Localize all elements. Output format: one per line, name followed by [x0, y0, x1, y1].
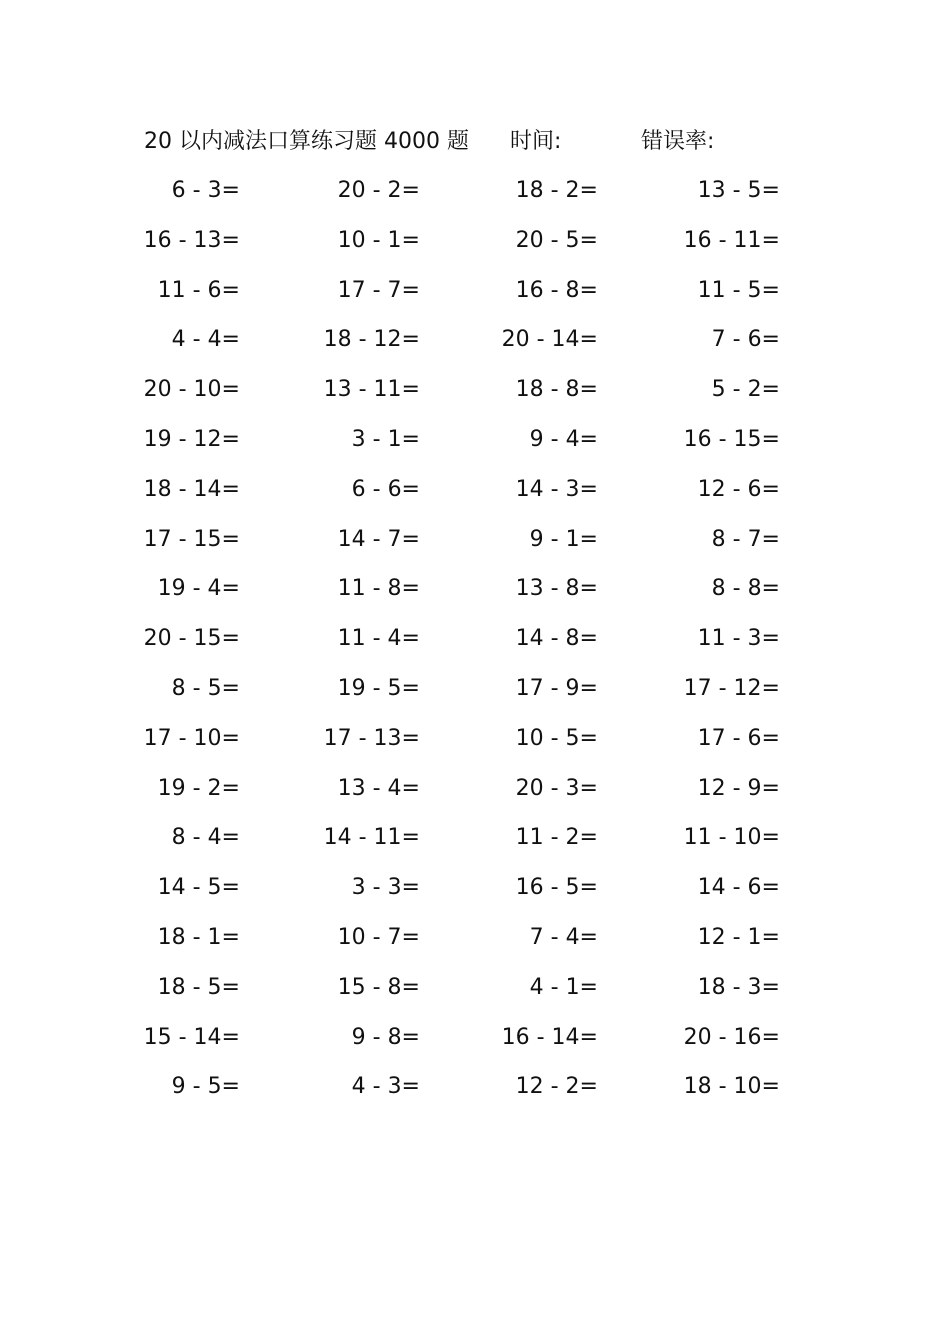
problem-item: 20 - 2= — [337, 178, 420, 203]
problem-item: 15 - 8= — [337, 974, 420, 1000]
problem-item: 18 - 12= — [323, 327, 420, 353]
problem-row — [0, 622, 950, 672]
problem-item: 18 - 1= — [157, 924, 240, 950]
problem-row — [0, 971, 950, 1021]
problem-row — [0, 572, 950, 622]
problem-item: 13 - 11= — [323, 377, 420, 403]
problem-item: 12 - 2= — [515, 1074, 598, 1100]
problem-item: 17 - 12= — [683, 675, 780, 701]
problem-item: 13 - 5= — [697, 178, 780, 203]
problem-row — [0, 423, 950, 473]
problem-item: 11 - 3= — [697, 626, 780, 652]
problem-item: 20 - 16= — [683, 1024, 780, 1050]
problem-item: 6 - 6= — [351, 476, 420, 502]
problem-row — [0, 224, 950, 274]
problem-item: 18 - 5= — [157, 974, 240, 1000]
problem-item: 19 - 2= — [157, 775, 240, 801]
problem-row — [0, 722, 950, 772]
problem-item: 14 - 5= — [157, 875, 240, 901]
problem-row — [0, 274, 950, 324]
problem-item: 20 - 10= — [143, 377, 240, 403]
problem-item: 11 - 10= — [683, 825, 780, 851]
problem-row — [0, 871, 950, 921]
problem-item: 7 - 4= — [529, 924, 598, 950]
problem-item: 8 - 5= — [171, 675, 240, 701]
problem-item: 7 - 6= — [711, 327, 780, 353]
problem-item: 16 - 13= — [143, 227, 240, 253]
problem-item: 16 - 14= — [501, 1024, 598, 1050]
problem-item: 17 - 15= — [143, 526, 240, 552]
problem-row — [0, 821, 950, 871]
problem-item: 19 - 5= — [337, 675, 420, 701]
problem-item: 10 - 5= — [515, 725, 598, 751]
problem-row — [0, 1021, 950, 1071]
problem-item: 14 - 11= — [323, 825, 420, 851]
problem-item: 9 - 1= — [529, 526, 598, 552]
problem-item: 4 - 1= — [529, 974, 598, 1000]
problem-row — [0, 523, 950, 573]
problem-item: 10 - 1= — [337, 227, 420, 253]
problem-row — [0, 921, 950, 971]
problem-item: 13 - 8= — [515, 576, 598, 602]
problem-item: 20 - 3= — [515, 775, 598, 801]
problem-item: 4 - 4= — [171, 327, 240, 353]
problem-item: 3 - 1= — [351, 426, 420, 452]
problem-item: 8 - 8= — [711, 576, 780, 602]
problem-item: 12 - 1= — [697, 924, 780, 950]
problem-item: 11 - 5= — [697, 277, 780, 303]
problem-item: 14 - 7= — [337, 526, 420, 552]
problem-item: 5 - 2= — [711, 377, 780, 403]
problem-item: 8 - 4= — [171, 825, 240, 851]
problem-item: 11 - 4= — [337, 626, 420, 652]
problem-item: 16 - 5= — [515, 875, 598, 901]
problem-item: 18 - 3= — [697, 974, 780, 1000]
problem-row — [0, 473, 950, 523]
problem-item: 17 - 13= — [323, 725, 420, 751]
problem-item: 13 - 4= — [337, 775, 420, 801]
problem-item: 10 - 7= — [337, 924, 420, 950]
problem-row — [0, 174, 950, 224]
problem-item: 3 - 3= — [351, 875, 420, 901]
problem-item: 12 - 9= — [697, 775, 780, 801]
problem-row — [0, 772, 950, 822]
problem-item: 20 - 15= — [143, 626, 240, 652]
problem-item: 9 - 4= — [529, 426, 598, 452]
problem-grid — [0, 174, 950, 1120]
problem-item: 4 - 3= — [351, 1074, 420, 1100]
worksheet-header — [144, 126, 844, 158]
problem-item: 17 - 9= — [515, 675, 598, 701]
problem-item: 17 - 10= — [143, 725, 240, 751]
problem-item: 16 - 8= — [515, 277, 598, 303]
problem-item: 14 - 3= — [515, 476, 598, 502]
problem-item: 20 - 14= — [501, 327, 598, 353]
problem-item: 19 - 4= — [157, 576, 240, 602]
problem-item: 18 - 8= — [515, 377, 598, 403]
problem-item: 11 - 2= — [515, 825, 598, 851]
problem-item: 18 - 14= — [143, 476, 240, 502]
problem-item: 14 - 6= — [697, 875, 780, 901]
problem-row — [0, 373, 950, 423]
problem-row — [0, 1070, 950, 1120]
error-rate-label: 错误率: — [641, 129, 715, 154]
problem-item: 8 - 7= — [711, 526, 780, 552]
problem-item: 20 - 5= — [515, 227, 598, 253]
problem-item: 9 - 8= — [351, 1024, 420, 1050]
problem-item: 6 - 3= — [171, 178, 240, 203]
problem-item: 9 - 5= — [171, 1074, 240, 1100]
problem-row — [0, 323, 950, 373]
worksheet-title: 20 以内减法口算练习题 4000 题 — [144, 129, 469, 154]
problem-item: 11 - 6= — [157, 277, 240, 303]
problem-row — [0, 672, 950, 722]
problem-item: 11 - 8= — [337, 576, 420, 602]
problem-item: 17 - 6= — [697, 725, 780, 751]
problem-item: 16 - 11= — [683, 227, 780, 253]
problem-item: 19 - 12= — [143, 426, 240, 452]
problem-item: 14 - 8= — [515, 626, 598, 652]
time-label: 时间: — [510, 129, 562, 154]
problem-item: 18 - 10= — [683, 1074, 780, 1100]
problem-item: 15 - 14= — [143, 1024, 240, 1050]
problem-item: 18 - 2= — [515, 178, 598, 203]
problem-item: 16 - 15= — [683, 426, 780, 452]
problem-item: 17 - 7= — [337, 277, 420, 303]
problem-item: 12 - 6= — [697, 476, 780, 502]
